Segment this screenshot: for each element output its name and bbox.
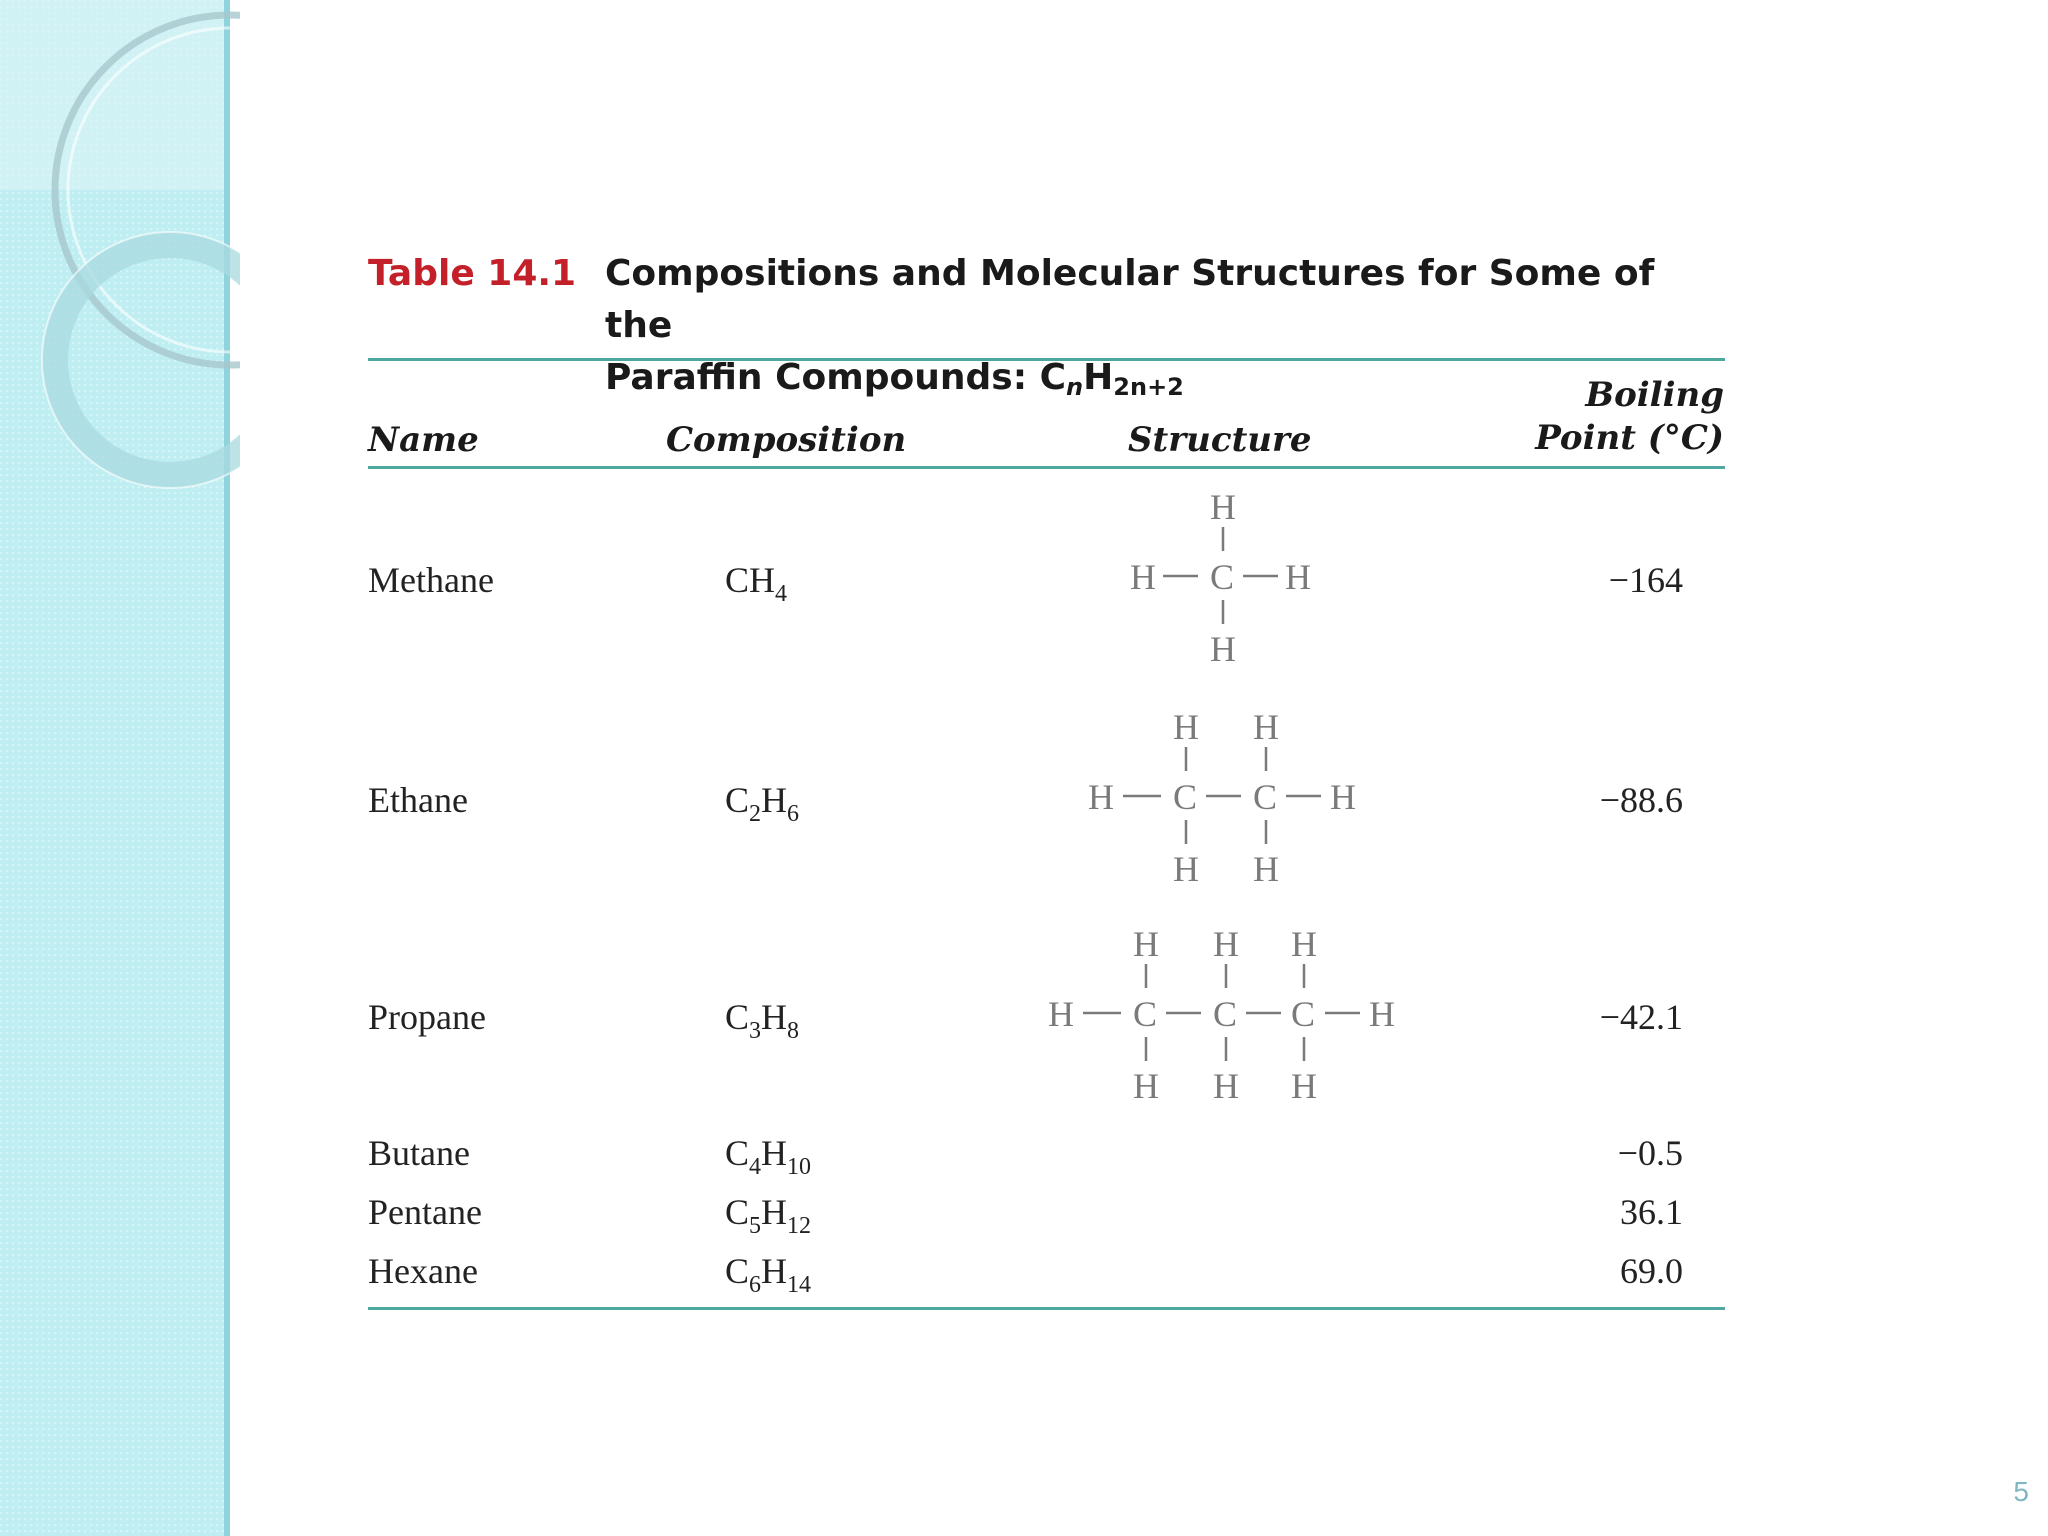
row-name: Pentane [368,1192,482,1232]
row-composition [725,996,799,1045]
table-number: Table 14.1 [368,253,577,294]
row-composition [725,1250,811,1299]
propane-structure [1033,916,1413,1116]
comp-h: H [761,780,788,820]
comp-h-sub: 12 [787,1213,812,1239]
row-boiling-point: −164 [1608,560,1683,600]
decorative-rings [0,0,240,520]
row-name: Butane [368,1133,470,1173]
header-structure: Structure [1128,420,1312,460]
header-name: Name [368,420,479,460]
comp-c-sub: 2 [749,801,762,827]
comp-c: C [725,997,750,1037]
comp-c: C [725,560,750,600]
row-boiling-point: 36.1 [1620,1192,1683,1232]
header-boiling-line2: Point (°C) [1535,418,1724,458]
atom: H [1253,849,1279,889]
comp-h: H [761,1133,788,1173]
title-h: H [1083,357,1114,398]
comp-c-sub: 4 [749,1154,762,1180]
comp-c-sub: 5 [749,1213,762,1239]
header-row [368,361,1728,466]
title-sub: 2n+2 [1113,373,1184,401]
atom: C [1133,994,1158,1034]
atom: H [1088,777,1114,817]
table-row [368,904,1728,1126]
row-composition [725,779,799,828]
row-composition [725,1132,811,1181]
table-title-line1: Compositions and Molecular Structures for Some of the [605,253,1655,346]
atom: H [1213,1066,1239,1106]
comp-h: H [749,560,776,600]
paraffin-table [368,248,1728,1310]
comp-h-sub: 8 [787,1018,800,1044]
row-boiling-point: −0.5 [1617,1133,1683,1173]
comp-h: H [761,1192,788,1232]
comp-c-sub: 3 [749,1018,762,1044]
table-row [368,1244,1728,1303]
atom: H [1130,557,1156,597]
atom: H [1173,849,1199,889]
row-composition [725,1191,811,1240]
comp-c: C [725,780,750,820]
table-row [368,1185,1728,1244]
atom: H [1173,707,1199,747]
comp-h-sub: 4 [775,581,788,607]
atom: H [1133,924,1159,964]
row-name: Hexane [368,1251,478,1291]
atom: H [1291,1066,1317,1106]
comp-h-sub: 14 [787,1272,812,1298]
atom: H [1369,994,1395,1034]
table-row [368,469,1728,684]
comp-c-sub: 6 [749,1272,762,1298]
methane-structure [1113,479,1333,679]
comp-h-sub: 6 [787,801,800,827]
comp-h: H [761,1251,788,1291]
header-boiling-line1: Boiling [1585,375,1724,415]
ethane-structure [1073,699,1373,899]
title-prefix: Paraffin Compounds: C [605,357,1067,398]
comp-c: C [725,1192,750,1232]
table-row [368,684,1728,904]
atom: C [1210,557,1235,597]
atom: H [1210,629,1236,669]
atom: H [1133,1066,1159,1106]
table-row [368,1126,1728,1185]
row-name: Methane [368,560,494,600]
atom: H [1048,994,1074,1034]
header-boiling-point [1535,374,1724,460]
atom: H [1210,487,1236,527]
atom: H [1285,557,1311,597]
comp-h-sub: 10 [787,1154,812,1180]
atom: H [1291,924,1317,964]
row-name: Propane [368,997,486,1037]
comp-h: H [761,997,788,1037]
row-boiling-point: −42.1 [1599,997,1683,1037]
atom: C [1213,994,1238,1034]
page-number: 5 [2013,1476,2029,1507]
atom: C [1291,994,1316,1034]
row-boiling-point: 69.0 [1620,1251,1683,1291]
atom: H [1213,924,1239,964]
bottom-rule [368,1307,1725,1310]
comp-c: C [725,1133,750,1173]
title-n: n [1066,373,1084,401]
atom: H [1330,777,1356,817]
comp-c: C [725,1251,750,1291]
row-name: Ethane [368,780,468,820]
row-boiling-point: −88.6 [1599,780,1683,820]
header-composition: Composition [666,420,907,460]
atom: C [1173,777,1198,817]
atom: C [1253,777,1278,817]
atom: H [1253,707,1279,747]
row-composition [725,559,787,608]
